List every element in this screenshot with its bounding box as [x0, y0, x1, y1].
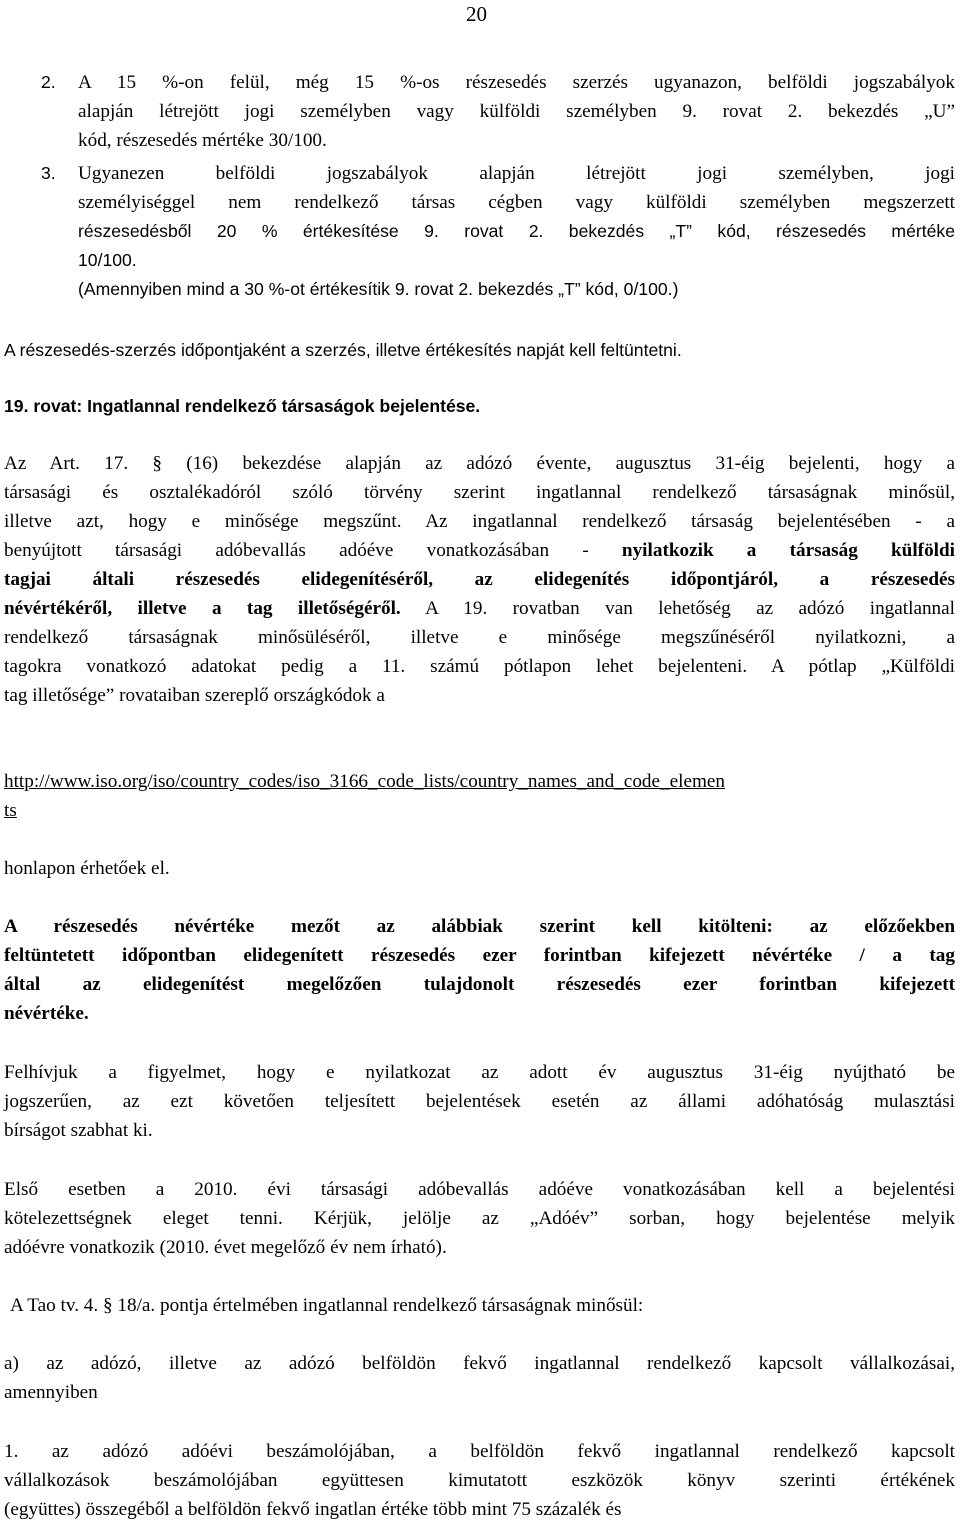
date-note: A részesedés-szerzés időpontjaként a szerzés, illetve értékesítés napját kell feltüntetni.	[4, 340, 682, 360]
text-line: 10/100.	[78, 250, 137, 270]
text-line: A részesedés névértéke mezőt az alábbiak szerint kell kitölteni: az előzőekben	[4, 916, 955, 937]
text-line: Felhívjuk a figyelmet, hogy e nyilatkozat az adott év augusztus 31-éig nyújtható be	[4, 1062, 955, 1083]
iso-link[interactable]	[4, 767, 955, 825]
url-line[interactable]: http://www.iso.org/iso/country_codes/iso_3166_code_lists/country_names_and_code_elemen	[4, 771, 726, 792]
text-line: kötelezettségnek eleget tenni. Kérjük, jelölje az „Adóév” sorban, hogy bejelentése melyik	[4, 1208, 955, 1229]
text-line: bírságot szabhat ki.	[4, 1120, 153, 1141]
text-line: amennyiben	[4, 1382, 98, 1403]
text-line: részesedésből 20 % értékesítése 9. rovat 2. bekezdés „T” kód, részesedés mértéke	[78, 221, 955, 241]
text-line: névértékéről, illetve a tag illetőségéről. A 19. rovatban van lehetőség az adózó ingatlannal	[4, 598, 955, 619]
list-item-number: 3.	[41, 163, 56, 183]
text-line: A 15 %-on felül, még 15 %-os részesedés szerzés ugyanazon, belföldi jogszabályok	[78, 72, 955, 93]
url-line[interactable]: ts	[4, 800, 17, 821]
text-line: tag illetősége” rovataiban szereplő országkódok a	[4, 685, 385, 706]
section-title: 19. rovat: Ingatlannal rendelkező társaságok bejelentése.	[4, 396, 481, 416]
text-line: által az elidegenítést megelőzően tulajdonolt részesedés ezer forintban kifejezett	[4, 974, 955, 995]
text-line: Az Art. 17. § (16) bekezdése alapján az adózó évente, augusztus 31-éig bejelenti, hogy a	[4, 453, 955, 474]
nominal-value-instruction	[4, 912, 955, 1028]
art17-paragraph	[4, 449, 955, 710]
text-line: tagokra vonatkozó adatokat pedig a 11. számú pótlapon lehet bejelenteni. A pótlap „Külföldi	[4, 656, 955, 677]
text-line: benyújtott társasági adóbevallás adóéve vonatkozásában - nyilatkozik a társaság külföldi	[4, 540, 955, 561]
text-line: (együttes) összegéből a belföldön fekvő ingatlan értéke több mint 75 százalék és	[4, 1499, 622, 1520]
text-line: társasági és osztalékadóról szóló törvény szerint ingatlannal rendelkező társaságnak minősül,	[4, 482, 955, 503]
text-line: Ugyanezen belföldi jogszabályok alapján létrejött jogi személyben, jogi	[78, 163, 955, 184]
text-line: kód, részesedés mértéke 30/100.	[78, 130, 327, 151]
text-line: 1. az adózó adóévi beszámolójában, a belföldön fekvő ingatlannal rendelkező kapcsolt	[4, 1441, 955, 1462]
page-number: 20	[466, 2, 487, 26]
text-line: alapján létrejött jogi személyben vagy külföldi személyben 9. rovat 2. bekezdés „U”	[78, 101, 955, 122]
bold-text: névértékéről, illetve a tag illetőségéről.	[4, 598, 401, 619]
text-line: feltüntetett időpontban elidegenített részesedés ezer forintban kifejezett névértéke / a tag	[4, 945, 955, 966]
list-item-number: 2.	[41, 72, 56, 92]
honlapon-text: honlapon érhetőek el.	[4, 858, 170, 879]
text-line: személyiséggel nem rendelkező társas cégben vagy külföldi személyben megszerzett	[78, 192, 955, 213]
text-line: névértéke.	[4, 1003, 89, 1024]
text-line: vállalkozások beszámolójában együttesen kimutatott eszközök könyv szerinti értékének	[4, 1470, 955, 1491]
text-line: jogszerűen, az ezt követően teljesített bejelentések esetén az állami adóhatóság mulasztási	[4, 1091, 955, 1112]
list-item-a	[4, 1349, 955, 1407]
text-line: tagjai általi részesedés elidegenítéséről, az elidegenítés időpontjáról, a részesedés	[4, 569, 955, 590]
warning-paragraph	[4, 1058, 955, 1145]
bold-text: nyilatkozik a társaság külföldi	[621, 540, 955, 561]
text-line: Első esetben a 2010. évi társasági adóbevallás adóéve vonatkozásában kell a bejelentési	[4, 1179, 955, 1200]
list-item-1	[4, 1437, 955, 1524]
first-filing-paragraph	[4, 1175, 955, 1262]
tao-definition: A Tao tv. 4. § 18/a. pontja értelmében ingatlannal rendelkező társaságnak minősül:	[10, 1295, 644, 1316]
text-line: a) az adózó, illetve az adózó belföldön fekvő ingatlannal rendelkező kapcsolt vállalkozásai,	[4, 1353, 955, 1374]
text-line: illetve azt, hogy e minősége megszűnt. Az ingatlannal rendelkező társaság bejelentésében - a	[4, 511, 955, 532]
text-line: rendelkező társaságnak minősüléséről, illetve e minősége megszűnéséről nyilatkozni, a	[4, 627, 955, 648]
text-line: (Amennyiben mind a 30 %-ot értékesítik 9. rovat 2. bekezdés „T” kód, 0/100.)	[78, 279, 679, 299]
text-line: adóévre vonatkozik (2010. évet megelőző év nem írható).	[4, 1237, 447, 1258]
